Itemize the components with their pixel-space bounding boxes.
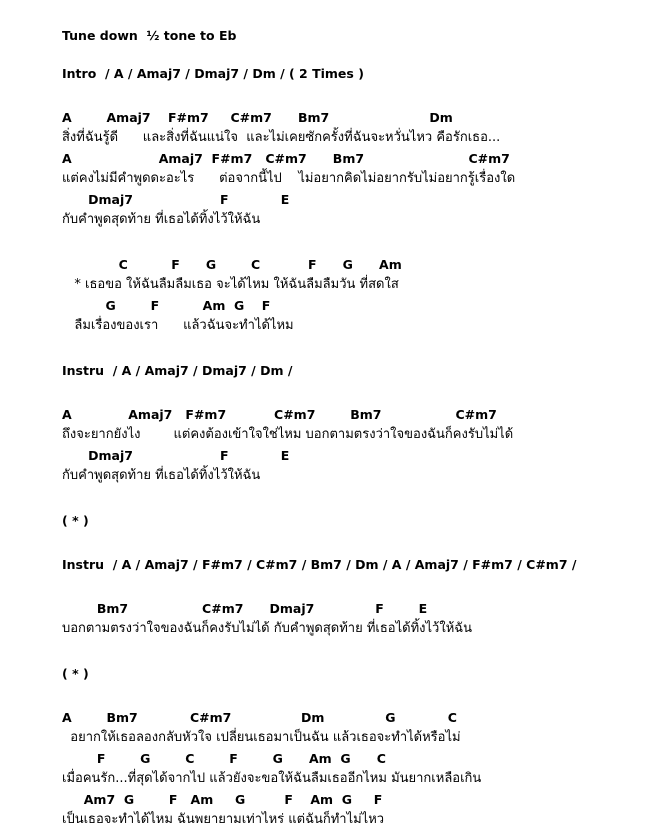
spacer (62, 579, 656, 603)
spacer (62, 341, 656, 365)
lyric-line: กับคำพูดสุดท้าย ที่เธอได้ทิ้งไว้ให้ฉัน (62, 468, 261, 483)
tuning-instruction: Tune down ½ tone to Eb (62, 28, 237, 43)
chord-line: A Amaj7 F#m7 C#m7 Bm7 C#m7 (62, 151, 510, 166)
chord-line: A Amaj7 F#m7 C#m7 Bm7 Dm (62, 110, 453, 125)
lyric-line: * เธอขอ ให้ฉันลืมลืมเธอ จะได้ไหม ให้ฉันลืมลืมวัน ที่สดใส (62, 277, 399, 292)
spacer (62, 235, 656, 259)
chord-line: Dmaj7 F E (62, 192, 290, 207)
chord-line: G F Am G F (62, 298, 271, 313)
chord-line: A Amaj7 F#m7 C#m7 Bm7 C#m7 (62, 407, 497, 422)
spacer (62, 491, 656, 515)
chorus-repeat-marker: ( * ) (62, 513, 89, 528)
spacer (62, 535, 656, 559)
spacer (62, 644, 656, 668)
chord-line: Am7 G F Am G F Am G F (62, 792, 383, 807)
lyric-line: เมื่อคนรัก...ที่สุดได้จากไป แล้วยังจะขอให้ฉันลืมเธออีกไหม มันยากเหลือเกิน (62, 771, 482, 786)
section-intro-heading: Intro / A / Amaj7 / Dmaj7 / Dm / ( 2 Times ) (62, 66, 364, 81)
section-instru-heading-2: Instru / A / Amaj7 / F#m7 / C#m7 / Bm7 / Dm / A / Amaj7 / F#m7 / C#m7 / (62, 557, 577, 572)
lyric-line: บอกตามตรงว่าใจของฉันก็คงรับไม่ได้ กับคำพูดสุดท้าย ที่เธอได้ทิ้งไว้ให้ฉัน (62, 621, 473, 636)
chord-line: F G C F G Am G C (62, 751, 386, 766)
lyric-line: เป็นเธอจะทำได้ไหม ฉันพยายามเท่าไหร่ แต่ฉันก็ทำไม่ไหว (62, 812, 385, 827)
section-instru-heading: Instru / A / Amaj7 / Dmaj7 / Dm / (62, 363, 293, 378)
lyric-line: กับคำพูดสุดท้าย ที่เธอได้ทิ้งไว้ให้ฉัน (62, 212, 261, 227)
chord-line: Bm7 C#m7 Dmaj7 F E (62, 601, 428, 616)
spacer (62, 88, 656, 112)
chorus-repeat-marker-2: ( * ) (62, 666, 89, 681)
lyric-line: แต่คงไม่มีคำพูดดะอะไร ต่อจากนี้ไป ไม่อยากคิดไม่อยากรับไม่อยากรู้เรื่องใด (62, 171, 516, 186)
spacer (62, 688, 656, 712)
lyric-line: สิ่งที่ฉันรู้ดี และสิ่งที่ฉันแน่ใจ และไม่เคยซักครั้งที่ฉันจะหวั่นไหว คือรักเธอ... (62, 130, 501, 145)
song-sheet-content (62, 30, 656, 835)
spacer (62, 385, 656, 409)
chord-line: Dmaj7 F E (62, 448, 290, 463)
lyric-line: ถึงจะยากยังไง แต่คงต้องเข้าใจใช่ไหม บอกตามตรงว่าใจของฉันก็คงรับไม่ได้ (62, 427, 514, 442)
lyric-line: ลืมเรื่องของเรา แล้วฉันจะทำได้ไหม (62, 318, 294, 333)
chord-line: C F G C F G Am (62, 257, 402, 272)
lyric-line: อยากให้เธอลองกลับหัวใจ เปลี่ยนเธอมาเป็นฉัน แล้วเธอจะทำได้หรือไม่ (62, 730, 461, 745)
chord-line: A Bm7 C#m7 Dm G C (62, 710, 457, 725)
